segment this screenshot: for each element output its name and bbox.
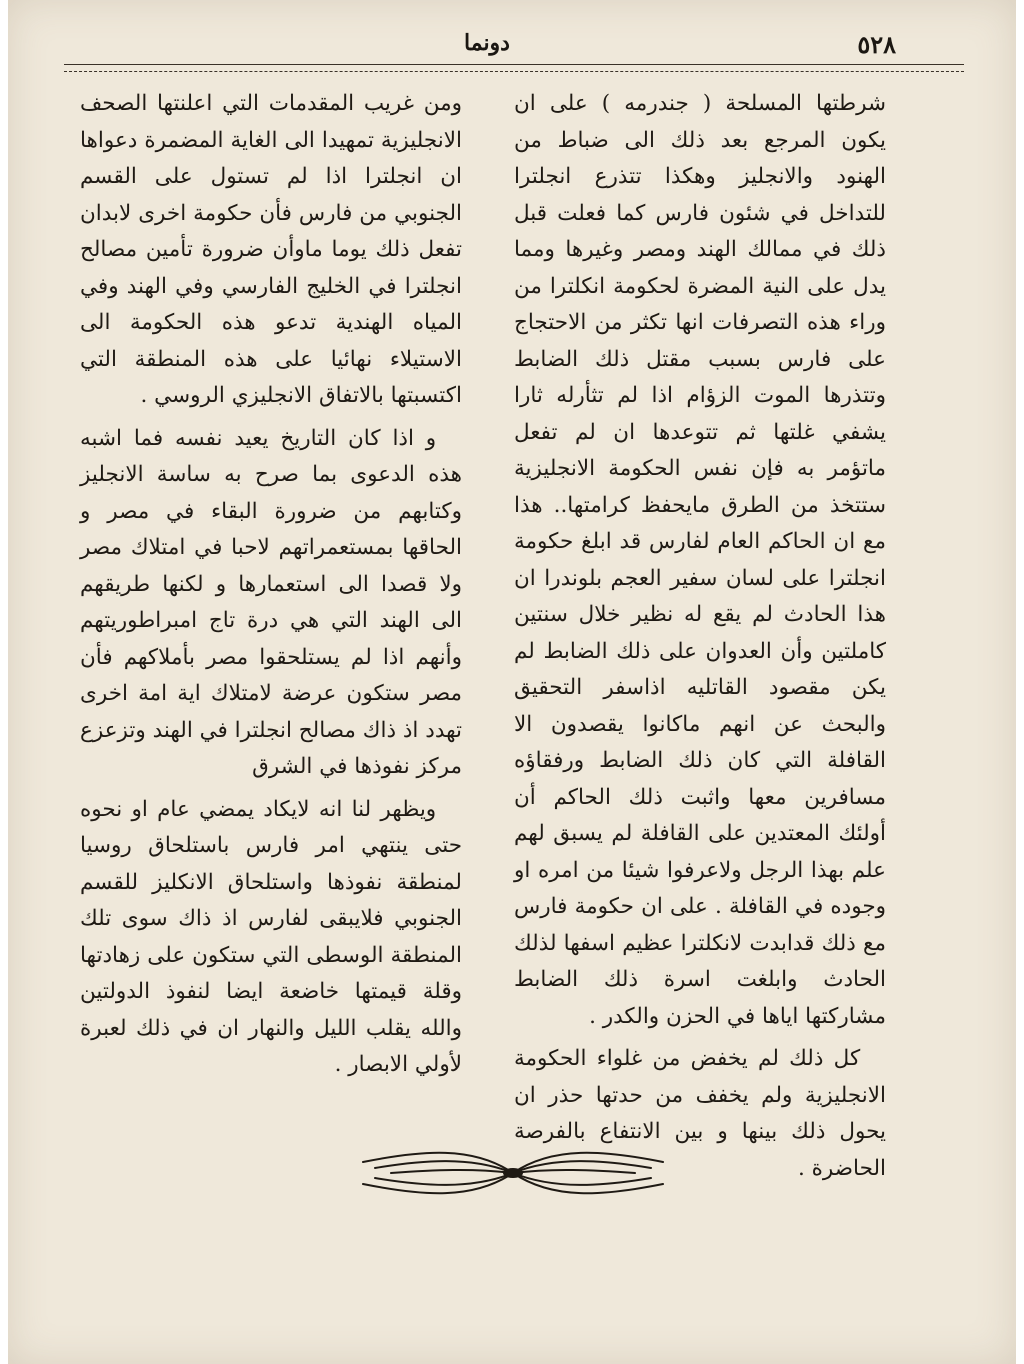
header-rule	[64, 64, 964, 72]
page-header	[78, 30, 896, 64]
left-column	[80, 86, 462, 1084]
running-title: دونما	[464, 30, 510, 56]
paragraph: كل ذلك لم يخفض من غلواء الحكومة الانجليزية ولم يخفف من حدتها حذر ان يحول ذلك بينها و بين الانتفاع بالفرصة الحاضرة .	[514, 1046, 886, 1181]
paragraph: ومن غريب المقدمات التي اعلنتها الصحف الانجليزية تمهيدا الى الغاية المضمرة دعواها ان انجلترا اذا لم تستول على القسم الجنوبي من فارس فأن حكومة اخرى لابدان تفعل ذلك يوما ماوأن ضرورة تأمين مصالح انجلترا في الخليج الفارسي وفي الهند وفي المياه الهندية تدعو هذه الحكومة الى الاستيلاء نهائيا على هذه المنطقة التي اكتسبتها بالاتفاق الانجليزي الروسي .	[80, 91, 462, 408]
paragraph: ويظهر لنا انه لايكاد يمضي عام او نحوه حتى ينتهي امر فارس باستلحاق روسيا لمنطقة نفوذها واستلحاق الانكليز للقسم الجنوبي فلايبقى لفارس اذ ذاك سوى تلك المنطقة الوسطى التي ستكون على زهادتها وقلة قيمتها خاضعة ايضا لنفوذ الدولتين والله يقلب الليل والنهار ان في ذلك لعبرة لأولي الابصار .	[80, 796, 462, 1077]
ornament-icon	[353, 1140, 673, 1206]
page	[8, 0, 1016, 1364]
page-number: ٥٢٨	[857, 30, 896, 59]
paragraph: و اذا كان التاريخ يعيد نفسه فما اشبه هذه الدعوى بما صرح به ساسة الانجليز وكتابهم من ضرورة البقاء في مصر و الحاقها بمستعمراتهم لاحبا في امتلاك مصر ولا قصدا الى استعمارها و لكنها طريقهم الى الهند التي هي درة تاج امبراطوريتهم وأنهم اذا لم يستلحقوا مصر بأملاكهم فأن مصر ستكون عرضة لامتلاك اية امة اخرى تهدد اذ ذاك مصالح انجلترا في الهند وتزعزع مركز نفوذها في الشرق	[80, 425, 462, 779]
paragraph: شرطتها المسلحة ( جندرمه ) على ان يكون المرجع بعد ذلك الى ضباط من الهنود والانجليز وهكذا تتذرع انجلترا للتداخل في شئون فارس كما فعلت قبل ذلك في ممالك الهند ومصر وغيرها ومما يدل على النية المضرة لحكومة انكلترا من وراء هذه التصرفات انها تكثر من الاحتجاج على فارس بسبب مقتل ذلك الضابط وتتذرها الموت الزؤام اذا لم تثأرله ثارا يشفي غلتها ثم تتوعدها ان لم تفعل ماتؤمر به فإن نفس الحكومة الانجليزية ستتخذ من الطرق مايحفظ كرامتها.. هذا مع ان الحاكم العام لفارس قد ابلغ حكومة انجلترا على لسان سفير العجم بلوندرا ان هذا الحادث لم يقع له نظير خلال سنتين كاملتين وأن العدوان على ذلك الضابط لم يكن مقصود القاتليه اذاسفر التحقيق والبحث عن انهم ماكانوا يقصدون الا القافلة التي كان ذلك الضابط ورفقاؤه مسافرين معها واثبت ذلك الحاكم أن أولئك المعتدين على القافلة لم يسبق لهم علم بهذا الرجل ولاعرفوا شيئا من امره او وجوده في القافلة . على ان حكومة فارس مع ذلك قدابدت لانكلترا عظيم اسفها لذلك الحادث وابلغت اسرة ذلك الضابط مشاركتها اياها في الحزن والكدر .	[514, 91, 886, 1029]
right-column	[514, 86, 886, 1187]
